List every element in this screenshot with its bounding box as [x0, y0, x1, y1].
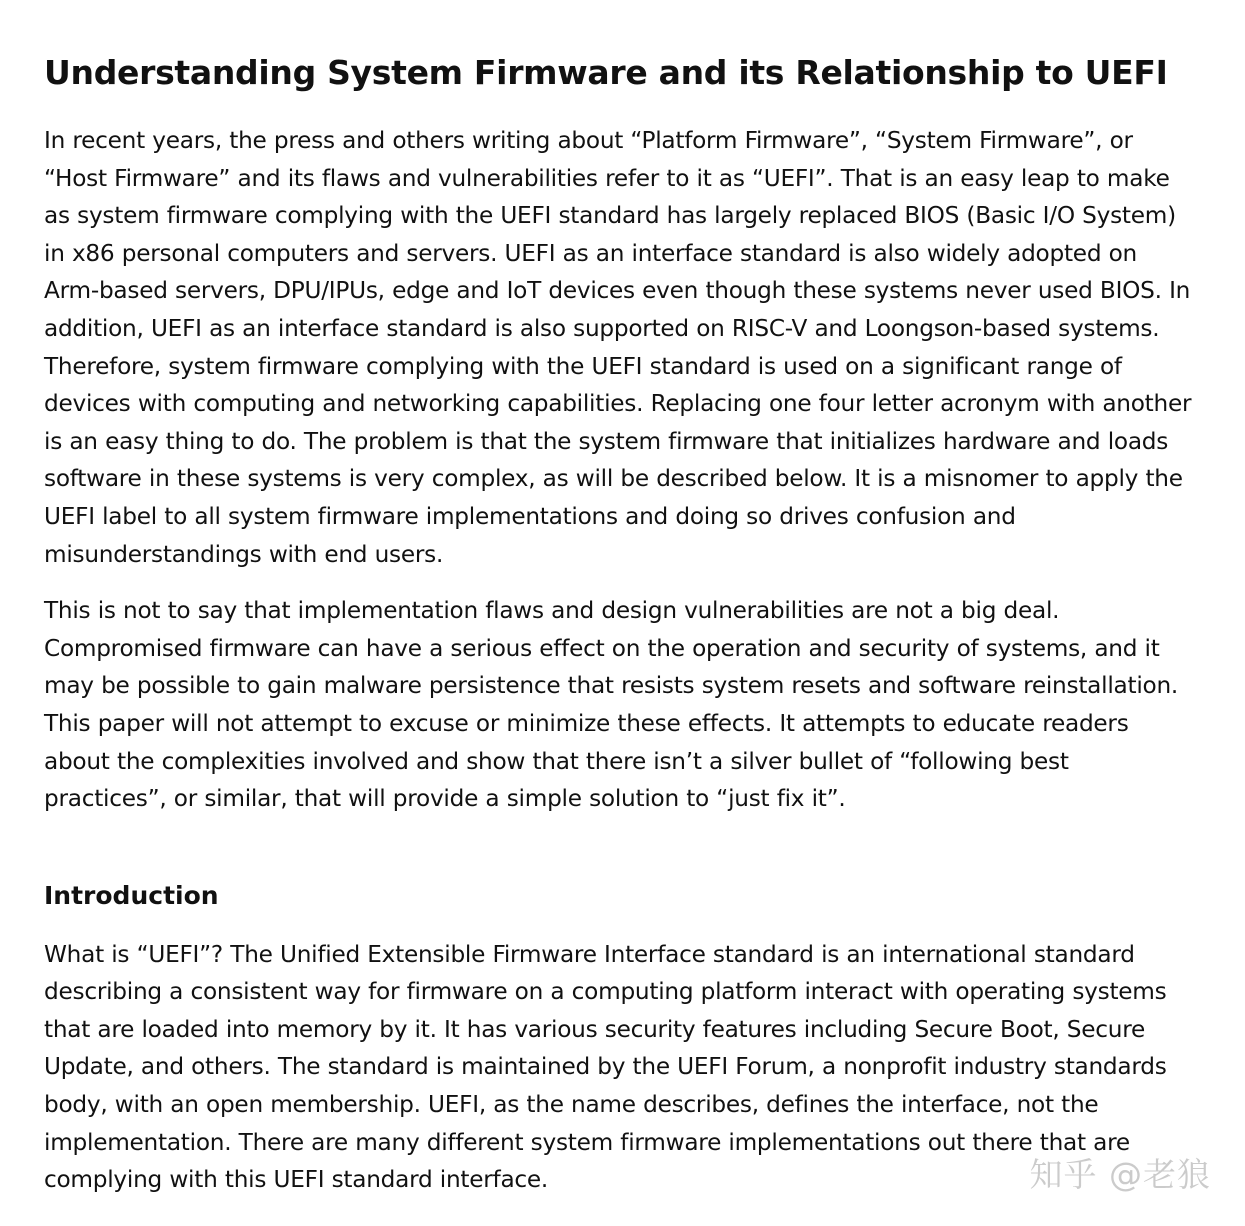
paragraph-1: In recent years, the press and others writing about “Platform Firmware”, “System Firmware”, or “Host Firmware” and its flaws and vulnerabilities refer to it as “UEFI”. That is an easy leap to make as system firmware complying with the UEFI standard has largely replaced BIOS (Basic I/O System) in x86 personal computers and servers. UEFI as an interface standard is also widely adopted on Arm-based servers, DPU/IPUs, edge and IoT devices even though these systems never used BIOS. In addition, UEFI as an interface standard is also supported on RISC-V and Loongson-based systems. Therefore, system firmware complying with the UEFI standard is used on a significant range of devices with computing and networking capabilities. Replacing one four letter acronym with another is an easy thing to do. The problem is that the system firmware that initializes hardware and loads software in these systems is very complex, as will be described below. It is a misnomer to apply the UEFI label to all system firmware implementations and doing so drives confusion and misunderstandings with end users.: [44, 127, 1192, 568]
paragraph-2: This is not to say that implementation flaws and design vulnerabilities are not a big deal. Compromised firmware can have a serious effect on the operation and security of systems, and it may be possible to gain malware persistence that resists system resets and software reinstallation. This paper will not attempt to excuse or minimize these effects. It attempts to educate readers about the complexities involved and show that there isn’t a silver bullet of “following best practices”, or similar, that will provide a simple solution to “just fix it”.: [44, 597, 1179, 813]
document-title: Understanding System Firmware and its Relationship to UEFI: [44, 53, 1168, 92]
watermark: 知乎 @老狼: [1029, 1155, 1211, 1194]
paragraph-3: What is “UEFI”? The Unified Extensible Firmware Interface standard is an international standard describing a consistent way for firmware on a computing platform interact with operating systems that are loaded into memory by it. It has various security features including Secure Boot, Secure Update, and others. The standard is maintained by the UEFI Forum, a nonprofit industry standards body, with an open membership. UEFI, as the name describes, defines the interface, not the implementation. There are many different system firmware implementations out there that are complying with this UEFI standard interface.: [44, 940, 1167, 1194]
section-heading-introduction: Introduction: [44, 880, 219, 910]
document-page: [44, 50, 1194, 1199]
